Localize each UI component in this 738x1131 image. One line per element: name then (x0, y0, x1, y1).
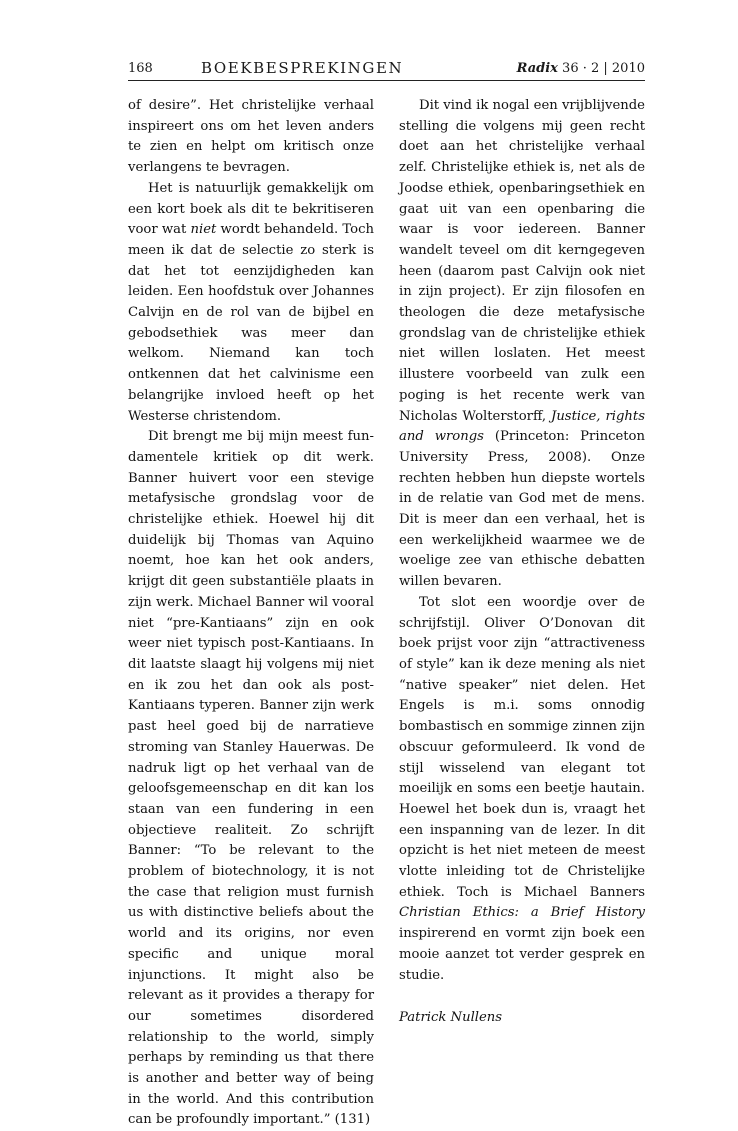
paragraph-text: (Princeton: Princeton University Press, 2008). Onze rechten hebben hun diepste wortels in de relatie van God met de mens. Dit is meer dan een verhaal, het is een werkelijkheid waarmee we de woelige zee van ethische debatten willen bevaren. (399, 429, 645, 590)
paragraph (399, 593, 645, 986)
journal-issue: 36 · 2 | 2010 (562, 61, 645, 76)
left-column (128, 96, 374, 1131)
paragraph (128, 179, 374, 427)
book-title: Justice, rights and wrongs (399, 408, 645, 445)
section-title: BOEKBESPREKINGEN (201, 59, 404, 77)
journal-info (517, 61, 645, 76)
right-column (399, 96, 645, 1029)
header-rule (128, 80, 645, 81)
page-number: 168 (128, 61, 153, 76)
book-title: Christian Ethics: a Brief History (399, 905, 645, 921)
running-header (128, 58, 645, 80)
paragraph-text: Tot slot een woordje over de schrijfstijl. Oliver O’Donovan dit boek prijst voor zijn “attractiveness of style” kan ik deze mening als niet “native speaker” niet delen. Het Engels is m.i. soms onnodig bombastisch en sommige zinnen zijn obscuur geformuleerd. Ik vond de stijl wisselend van elegant tot moeilijk en soms een beetje hautain. Hoewel het boek dun is, vraagt het een inspanning van de lezer. In dit opzicht is het niet meteen de meest vlotte inleiding tot de Christelijke ethiek. Toch is Michael Banners (399, 594, 645, 900)
paragraph (399, 96, 645, 593)
paragraph-text: Dit vind ik nogal een vrijblijvende stelling die volgens mij geen recht doet aan het christelijke verhaal zelf. Christelijke ethiek is, net als de Joodse ethiek, openbaringsethiek en gaat uit van een openbaring die waar is voor iedereen. Banner wandelt teveel om dit kerngegeven heen (daarom past Calvijn ook niet in zijn project). Er zijn filosofen en theologen die deze metafysische grondslag van de christelijke ethiek niet willen loslaten. Het meest illustere voorbeeld van zulk een poging is het recente werk van Nicholas Wolterstorff, (399, 98, 645, 424)
paragraph: Dit brengt me bij mijn meest fundamentele kritiek op dit werk. Banner huivert voor een stevige metafysische grondslag voor de christelijke ethiek. Hoewel hij dit duidelijk bij Thomas van Aquino noemt, hoe kan het ook anders, krijgt dit geen substantiële plaats in zijn werk. Michael Banner wil vooral niet “pre-Kantiaans” zijn en ook weer niet typisch post-Kantiaans. In dit laatste slaagt hij volgens mij niet en ik zou het dan ook als post-Kantiaans typeren. Banner zijn werk past heel goed bij de narratieve stroming van Stanley Hauerwas. De nadruk ligt op het verhaal van de geloofsgemeenschap en dit kan los staan van een fundering in een objectieve realiteit. Zo schrijft Banner: “To be relevant to the problem of biotechnology, it is not the case that religion must furnish us with distinctive beliefs about the world and its origins, nor even specific and unique moral injunctions. It might also be relevant as it provides a therapy for our sometimes disordered relationship to the world, simply perhaps by reminding us that there is another and better way of being in the world. And this contribution can be profoundly important.” (131) (128, 429, 374, 1128)
author-signature: Patrick Nullens (399, 1010, 503, 1026)
emphasis: niet (190, 222, 217, 238)
paragraph-text: inspirerend en vormt zijn boek een mooie aanzet tot verder gesprek en studie. (399, 926, 645, 983)
journal-name: Radix (516, 61, 558, 76)
paragraph-text: wordt behandeld. Toch meen ik dat de selectie zo sterk is dat het tot eenzijdigheden kan leiden. Een hoofdstuk over Johannes Calvijn en de rol van de bijbel en gebodsethiek was meer dan welkom. Niemand kan toch ontkennen dat het calvinisme een belangrijke invloed heeft op het Westerse christendom. (128, 222, 374, 424)
paragraph-continued: of desire”. Het christelijke verhaal inspireert ons om het leven anders te zien en helpt om kritisch onze verlangens te bevragen. (128, 98, 374, 176)
paragraph-text: Het is natuurlijk gemakkelijk om een kort boek als dit te bekritiseren voor wat (128, 180, 374, 238)
